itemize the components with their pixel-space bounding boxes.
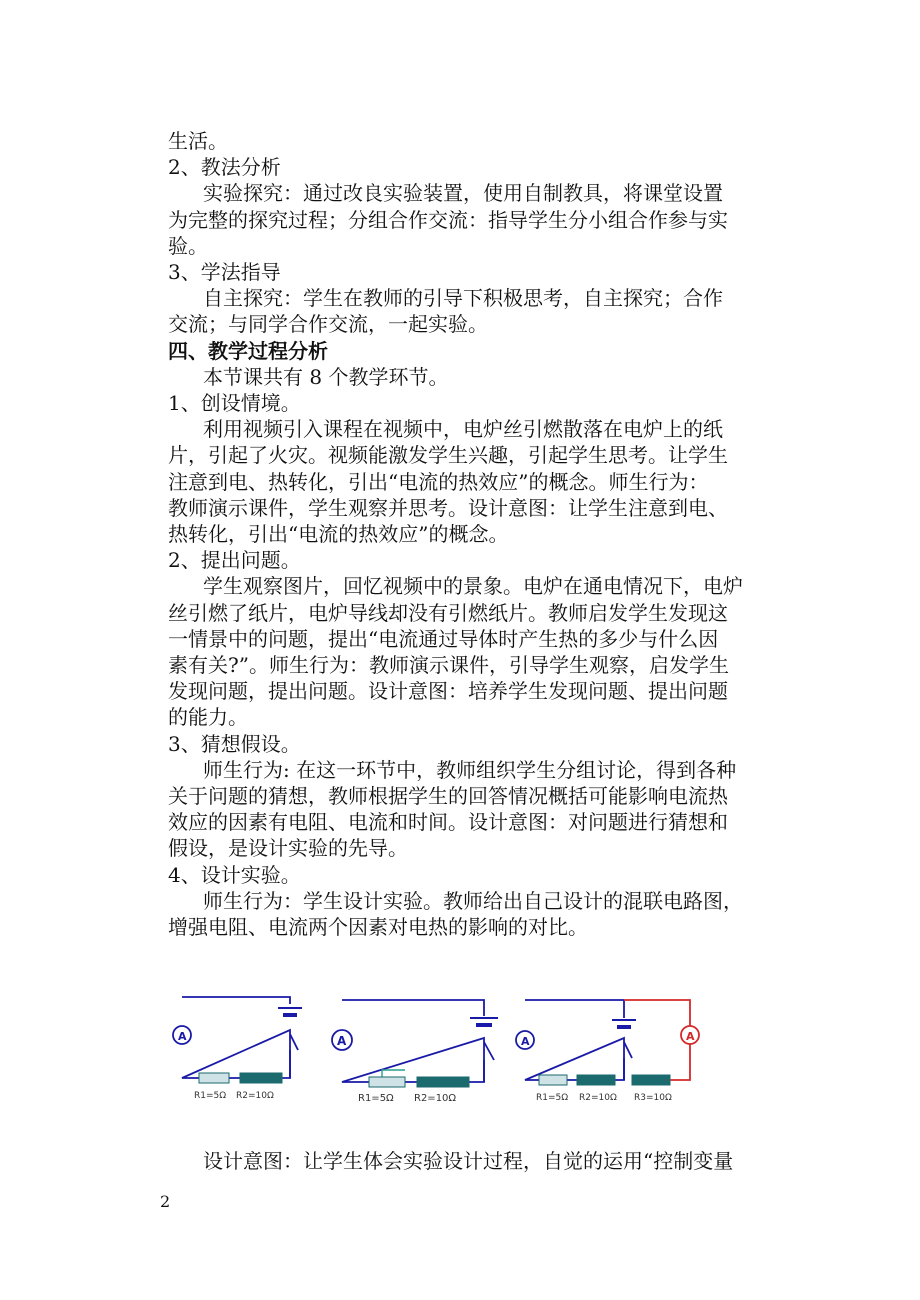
circuit-2-resistor-r1 (369, 1077, 405, 1087)
text-line: 的能力。 (168, 705, 248, 730)
circuit-1-resistor-r2 (240, 1073, 282, 1083)
circuit-3-r3-label: R3=10Ω (634, 1093, 672, 1103)
circuit-3-resistor-r1 (539, 1075, 567, 1085)
section-heading: 四、教学过程分析 (168, 338, 328, 363)
text-line: 生活。 (168, 129, 228, 153)
circuit-1 (173, 997, 302, 1078)
text-line: 自主探究：学生在教师的引导下积极思考，自主探究；合作 (203, 286, 723, 311)
text-line: 2、教法分析 (168, 155, 281, 180)
circuit-1-r1-label: R1=5Ω (194, 1091, 227, 1101)
text-line: 素有关?”。师生行为：教师演示课件，引导学生观察，启发学生 (168, 653, 729, 677)
text-line: 利用视频引入课程在视频中，电炉丝引燃散落在电炉上的纸 (203, 417, 723, 442)
circuit-2-slider (382, 1070, 405, 1077)
text-line: 师生行为: 在这一环节中，教师组织学生分组讨论，得到各种 (203, 757, 737, 782)
text-line: 一情景中的问题，提出“电流通过导体时产生热的多少与什么因 (168, 626, 719, 651)
text-line: 关于问题的猜想，教师根据学生的回答情况概括可能影响电流热 (168, 784, 728, 808)
circuit-1-switch (290, 1034, 298, 1050)
text-line: 发现问题，提出问题。设计意图：培养学生发现问题、提出问题 (168, 679, 728, 704)
circuit-2-resistor-r2 (417, 1077, 469, 1087)
circuit-3-wire-left (525, 1000, 624, 1080)
text-line: 1、创设情境。 (168, 391, 301, 415)
text-line: 2、提出问题。 (168, 548, 301, 573)
circuit-3-ammeter-left-label: A (521, 1035, 530, 1048)
text-line: 交流；与同学合作交流，一起实验。 (168, 312, 488, 337)
text-line: 验。 (168, 233, 208, 258)
circuit-2-switch (484, 1042, 494, 1060)
text-line: 丝引燃了纸片，电炉导线却没有引燃纸片。教师启发学生发现这 (168, 600, 728, 625)
circuit-1-ammeter-label: A (178, 1030, 187, 1043)
final-paragraph-line: 设计意图：让学生体会实验设计过程，自觉的运用“控制变量 (203, 1149, 734, 1173)
circuit-3-ammeter-right-label: A (686, 1030, 695, 1043)
text-line: 增强电阻、电流两个因素对电热的影响的对比。 (168, 915, 588, 939)
circuit-3-r1-label: R1=5Ω (536, 1093, 569, 1103)
text-line: 注意到电、热转化，引出“电流的热效应”的概念。师生行为： (168, 469, 709, 494)
text-line: 学生观察图片，回忆视频中的景象。电炉在通电情况下，电炉 (203, 574, 743, 599)
text-line: 3、猜想假设。 (168, 731, 301, 756)
circuit-3-resistor-r2 (577, 1075, 615, 1085)
circuit-3-switch (624, 1042, 632, 1058)
circuit-3-resistor-r3 (632, 1075, 670, 1085)
text-line: 4、设计实验。 (168, 862, 301, 887)
circuit-2-wire (342, 1000, 484, 1082)
text-line: 热转化，引出“电流的热效应”的概念。 (168, 522, 509, 546)
text-line: 片，引起了火灾。视频能激发学生兴趣，引起学生思考。让学生 (168, 443, 728, 468)
circuit-2 (332, 1000, 498, 1082)
text-line: 3、学法指导 (168, 260, 281, 284)
text-line: 师生行为：学生设计实验。教师给出自己设计的混联电路图， (203, 888, 743, 913)
text-line: 实验探究：通过改良实验装置，使用自制教具，将课堂设置 (203, 181, 723, 206)
circuit-1-wire (182, 997, 290, 1078)
circuit-2-r2-label: R2=10Ω (414, 1093, 457, 1104)
text-line: 教师演示课件，学生观察并思考。设计意图：让学生注意到电、 (168, 495, 728, 520)
circuit-diagrams (172, 990, 712, 1110)
circuit-1-r2-label: R2=10Ω (236, 1091, 274, 1101)
circuit-1-resistor-r1 (199, 1073, 229, 1083)
page-number: 2 (160, 1192, 171, 1211)
text-line: 效应的因素有电阻、电流和时间。设计意图：对问题进行猜想和 (168, 810, 728, 835)
text-line: 本节课共有 8 个教学环节。 (203, 364, 449, 389)
circuit-3-r2-label: R2=10Ω (579, 1093, 617, 1103)
circuit-2-r1-label: R1=5Ω (358, 1093, 394, 1104)
text-line: 为完整的探究过程；分组合作交流：指导学生分小组合作参与实 (168, 207, 728, 232)
text-line: 假设，是设计实验的先导。 (168, 836, 408, 861)
circuit-2-ammeter-label: A (337, 1034, 347, 1048)
circuit-3-wire-right (624, 1000, 690, 1080)
circuit-3 (516, 1000, 636, 1080)
